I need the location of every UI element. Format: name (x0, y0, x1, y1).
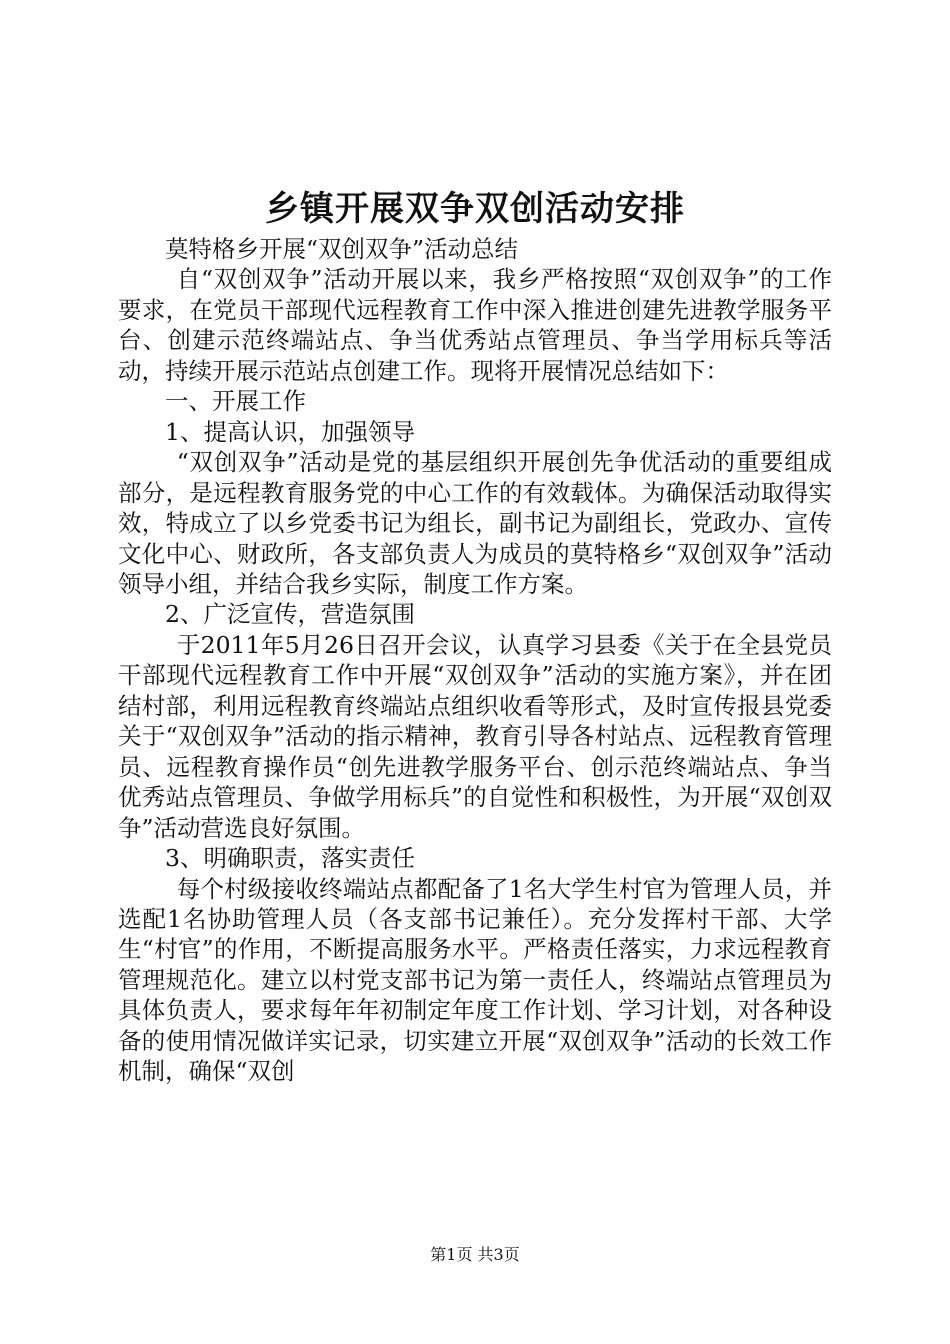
subheading-responsibility: 3、明确职责，落实责任 (165, 844, 415, 873)
subheading-publicity: 2、广泛宣传，营造氛围 (165, 600, 415, 629)
page-number-footer: 第1页 共3页 (430, 1245, 520, 1264)
document-subtitle: 莫特格乡开展“双创双争”活动总结 (165, 235, 519, 263)
paragraph-leadership: “双创双争”活动是党的基层组织开展创先争优活动的重要组成部分，是远程教育服务党的中心工作的有效载体。为确保活动取得实效，特成立了以乡党委书记为组长，副书记为副组长，党政办、宣传文化中心、财政所，各支部负责人为成员的莫特格乡“双创双争”活动领导小组，并结合我乡实际，制度工作方案。 (118, 448, 832, 598)
document-body (118, 234, 832, 1087)
section-heading-work: 一、开展工作 (165, 387, 306, 416)
paragraph-publicity: 于2011年5月26日召开会议，认真学习县委《关于在全县党员干部现代远程教育工作中开展“双创双争”活动的实施方案》，并在团结村部，利用远程教育终端站点组织收看等形式，及时宣传报县党委关于“双创双争”活动的指示精神，教育引导各村站点、远程教育管理员、远程教育操作员“创先进教学服务平台、创示范终端站点、争当优秀站点管理员、争做学用标兵”的自觉性和积极性，为开展“双创双争”活动营选良好氛围。 (118, 630, 832, 842)
paragraph-responsibility: 每个村级接收终端站点都配备了1名大学生村官为管理人员，并选配1名协助管理人员（各支部书记兼任）。充分发挥村干部、大学生“村官”的作用，不断提高服务水平。严格责任落实，力求远程教育管理规范化。建立以村党支部书记为第一责任人，终端站点管理员为具体负责人，要求每年年初制定年度工作计划、学习计划，对各种设备的使用情况做详实记录，切实建立开展“双创双争”活动的长效工作机制，确保“双创 (118, 874, 832, 1086)
document-title: 乡镇开展双争双创活动安排 (265, 189, 685, 229)
paragraph-intro: 自“双创双争”活动开展以来，我乡严格按照“双创双争”的工作要求，在党员干部现代远程教育工作中深入推进创建先进教学服务平台、创建示范终端站点、争当优秀站点管理员、争当学用标兵等活动，持续开展示范站点创建工作。现将开展情况总结如下： (118, 265, 832, 385)
subheading-awareness: 1、提高认识，加强领导 (165, 417, 415, 446)
